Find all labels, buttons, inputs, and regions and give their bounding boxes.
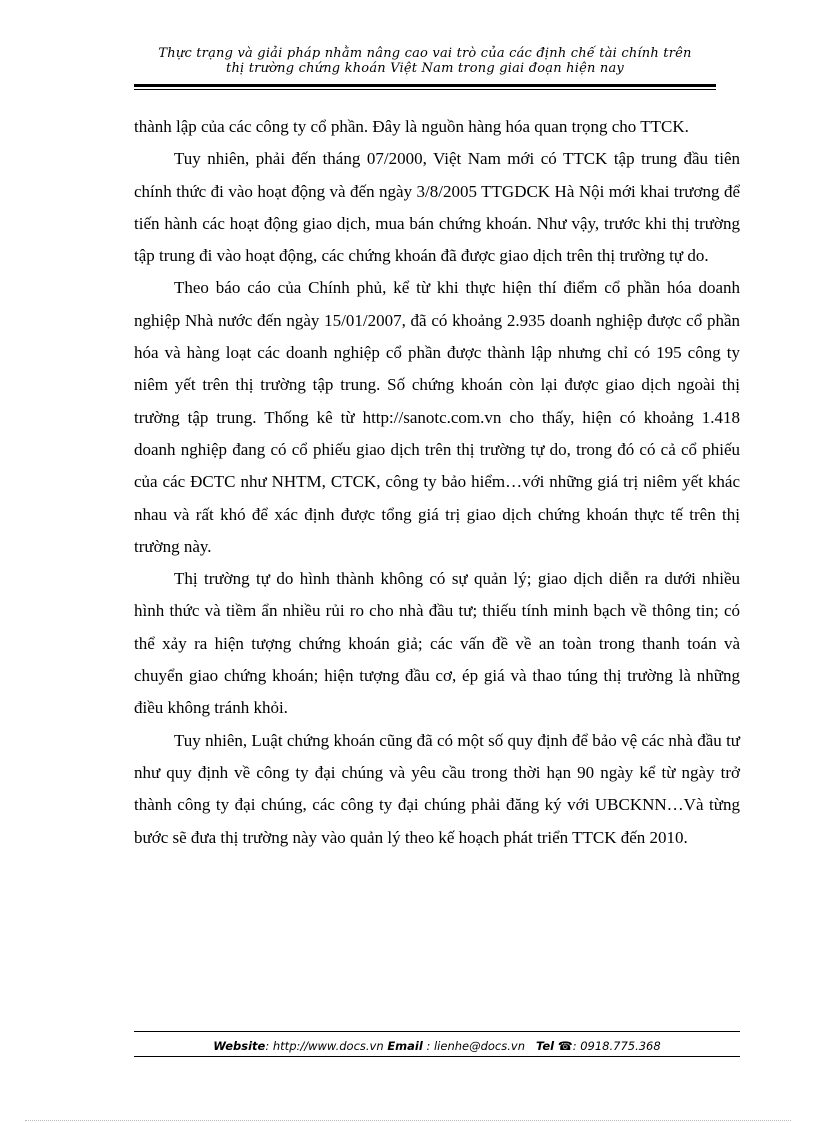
header-title-line-2: thị trường chứng khoán Việt Nam trong giai đoạn hiện nay [226,61,624,76]
paragraph-1: thành lập của các công ty cổ phần. Đây là nguồn hàng hóa quan trọng cho TTCK. [134,117,689,136]
footer-tel-value: : 0918.775.368 [572,1039,661,1053]
header-rule-thick [134,84,716,87]
document-body [134,111,740,854]
footer-website-label: Website [213,1039,266,1053]
header-rule-thin [134,89,716,90]
footer-email-label: Email [387,1039,423,1053]
header-title-line-1: Thực trạng và giải pháp nhằm nâng cao vai trò của các định chế tài chính trên [158,46,692,61]
footer-website-link[interactable]: : http://www.docs.vn [265,1039,384,1053]
paragraph-2: Tuy nhiên, phải đến tháng 07/2000, Việt Nam mới có TTCK tập trung đầu tiên chính thức đi vào hoạt động và đến ngày 3/8/2005 TTGDCK Hà Nội mới khai trương để tiến hành các hoạt động giao dịch, mua bán chứng khoán. Như vậy, trước khi thị trường tập trung đi vào hoạt động, các chứng khoán đã được giao dịch trên thị trường tự do. [134,149,740,266]
phone-icon: ☎ [557,1039,573,1053]
page-edge [25,1120,791,1121]
paragraph-3: Theo báo cáo của Chính phủ, kể từ khi thực hiện thí điểm cổ phần hóa doanh nghiệp Nhà nước đến ngày 15/01/2007, đã có khoảng 2.935 doanh nghiệp được cổ phần hóa và hàng loạt các doanh nghiệp cổ phần được thành lập nhưng chỉ có 195 công ty niêm yết trên thị trường tập trung. Số chứng khoán còn lại được giao dịch ngoài thị trường tập trung. Thống kê từ http://sanotc.com.vn cho thấy, hiện có khoảng 1.418 doanh nghiệp đang có cổ phiếu giao dịch trên thị trường tự do, trong đó có cả cổ phiếu của các ĐCTC như NHTM, CTCK, công ty bảo hiểm…với những giá trị niêm yết khác nhau và rất khó để xác định được tổng giá trị giao dịch chứng khoán thực tế trên thị trường này. [134,278,740,556]
paragraph-4: Thị trường tự do hình thành không có sự quản lý; giao dịch diễn ra dưới nhiều hình thức và tiềm ẩn nhiều rủi ro cho nhà đầu tư; thiếu tính minh bạch về thông tin; có thể xảy ra hiện tượng chứng khoán giả; các vấn đề về an toàn trong thanh toán và chuyển giao chứng khoán; hiện tượng đầu cơ, ép giá và thao túng thị trường là những điều không tránh khỏi. [134,569,740,718]
paragraph-5: Tuy nhiên, Luật chứng khoán cũng đã có một số quy định để bảo vệ các nhà đầu tư như quy định về công ty đại chúng và yêu cầu trong thời hạn 90 ngày kể từ ngày trở thành công ty đại chúng, các công ty đại chúng phải đăng ký với UBCKNN…Và từng bước sẽ đưa thị trường này vào quản lý theo kế hoạch phát triển TTCK đến 2010. [134,730,740,847]
footer-rule-bottom [134,1056,740,1057]
footer-tel-label: Tel [535,1039,555,1053]
footer-rule-top [134,1031,740,1032]
footer-email-link[interactable]: : lienhe@docs.vn [422,1039,525,1053]
page-footer [134,1039,740,1053]
page-header [134,46,716,76]
